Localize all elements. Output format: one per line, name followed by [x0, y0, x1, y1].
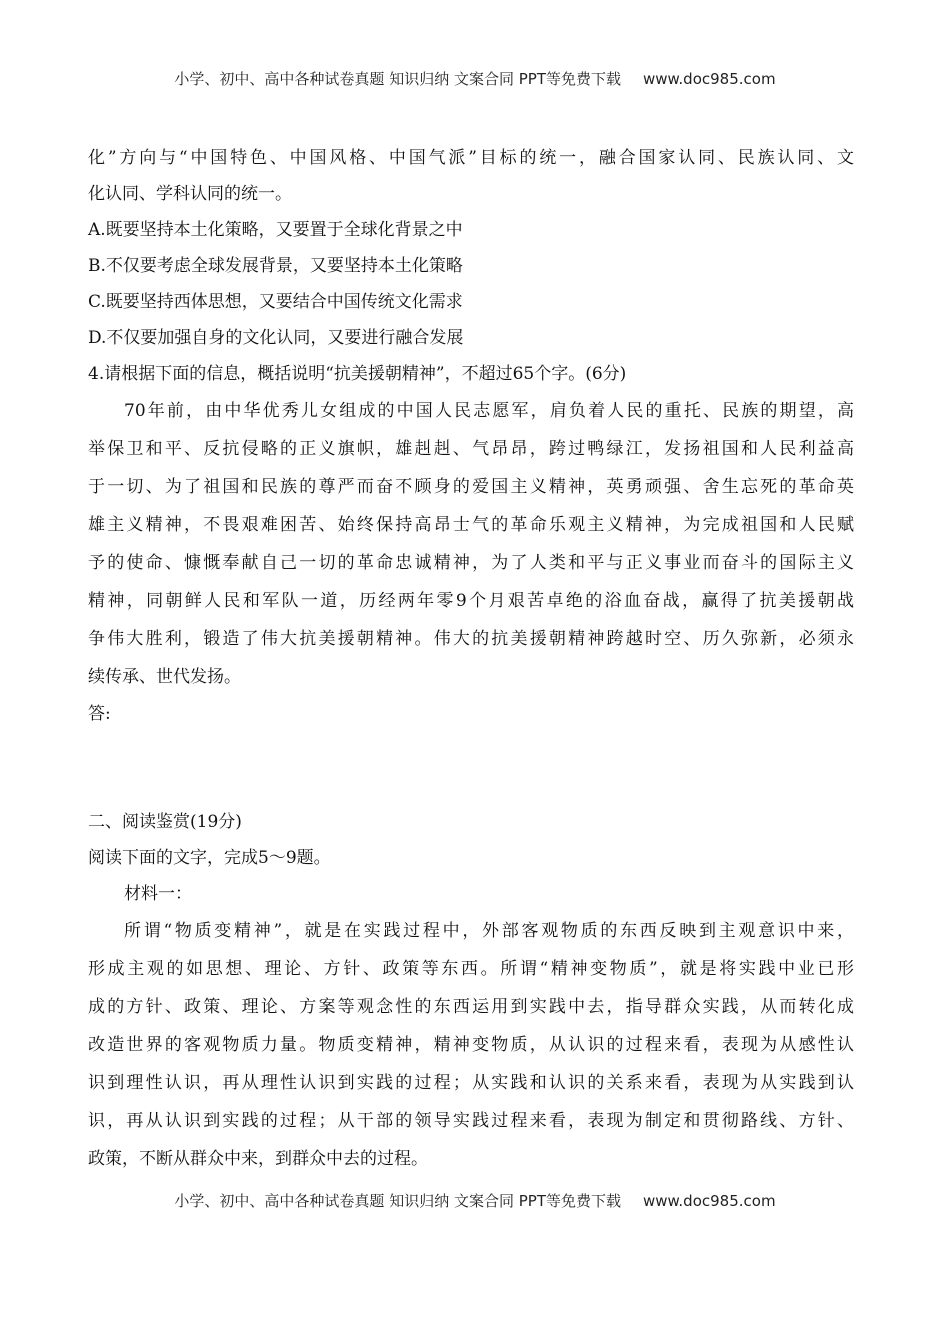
q4-passage-line: 精神，同朝鲜人民和军队一道，历经两年零9个月艰苦卓绝的浴血奋战，赢得了抗美援朝战: [88, 591, 854, 611]
q4-passage-line: 于一切、为了祖国和民族的尊严而奋不顾身的爱国主义精神，英勇顽强、舍生忘死的革命英: [88, 477, 854, 497]
material-line: 识，再从认识到实践的过程；从干部的领导实践过程来看，表现为制定和贯彻路线、方针、: [88, 1111, 854, 1131]
answer-space: [88, 732, 854, 804]
material-line: 所谓“物质变精神”，就是在实践过程中，外部客观物质的东西反映到主观意识中来，: [124, 921, 854, 941]
q4-passage-line: 续传承、世代发扬。: [88, 667, 241, 687]
material-1-text: [88, 912, 854, 1178]
material-line: 形成主观的如思想、理论、方针、政策等东西。所谓“精神变物质”，就是将实践中业已形: [88, 959, 854, 979]
q3-stem-line-1: 化”方向与“中国特色、中国风格、中国气派”目标的统一，融合国家认同、民族认同、文: [88, 148, 854, 168]
header-text: 小学、初中、高中各种试卷真题 知识归纳 文案合同 PPT等免费下载: [174, 70, 621, 88]
q3-option-c: C.既要坚持西体思想，又要结合中国传统文化需求: [88, 292, 463, 312]
material-line: 政策，不断从群众中来，到群众中去的过程。: [88, 1149, 428, 1169]
footer-site-link[interactable]: www.doc985.com: [642, 1192, 776, 1210]
page-header: [0, 68, 950, 89]
footer-text: 小学、初中、高中各种试卷真题 知识归纳 文案合同 PPT等免费下载: [174, 1192, 621, 1210]
q3-option-d: D.不仅要加强自身的文化认同，又要进行融合发展: [88, 328, 464, 348]
page-footer: [0, 1190, 950, 1211]
section2-instruction: 阅读下面的文字，完成5～9题。: [88, 848, 331, 868]
q4-passage: [88, 392, 854, 696]
q3-option-b: B.不仅要考虑全球发展背景，又要坚持本土化策略: [88, 256, 463, 276]
material-line: 改造世界的客观物质力量。物质变精神，精神变物质，从认识的过程来看，表现为从感性认: [88, 1035, 854, 1055]
material-line: 识到理性认识，再从理性认识到实践的过程；从实践和认识的关系来看，表现为从实践到认: [88, 1073, 854, 1093]
q4-passage-line: 争伟大胜利，锻造了伟大抗美援朝精神。伟大的抗美援朝精神跨越时空、历久弥新，必须永: [88, 629, 854, 649]
q4-answer-label: 答:: [88, 704, 111, 724]
q3-option-a: A.既要坚持本土化策略，又要置于全球化背景之中: [88, 220, 463, 240]
q4-passage-line: 70年前，由中华优秀儿女组成的中国人民志愿军，肩负着人民的重托、民族的期望，高: [124, 401, 854, 421]
q3-stem-line-2: 化认同、学科认同的统一。: [88, 184, 292, 204]
material-line: 成的方针、政策、理论、方案等观念性的东西运用到实践中去，指导群众实践，从而转化成: [88, 997, 854, 1017]
material-1-label: 材料一：: [124, 884, 192, 904]
q4-passage-line: 举保卫和平、反抗侵略的正义旗帜，雄赳赳、气昂昂，跨过鸭绿江，发扬祖国和人民利益高: [88, 439, 854, 459]
document-body: [88, 140, 854, 1178]
q4-passage-line: 雄主义精神，不畏艰难困苦、始终保持高昂士气的革命乐观主义精神，为完成祖国和人民赋: [88, 515, 854, 535]
q4-stem: 4.请根据下面的信息，概括说明“抗美援朝精神”，不超过65个字。(6分): [88, 364, 627, 384]
section2-title: 二、阅读鉴赏(19分): [88, 812, 242, 832]
q4-passage-line: 予的使命、慷慨奉献自己一切的革命忠诚精神，为了人类和平与正义事业而奋斗的国际主义: [88, 553, 854, 573]
header-site-link[interactable]: www.doc985.com: [642, 70, 776, 88]
